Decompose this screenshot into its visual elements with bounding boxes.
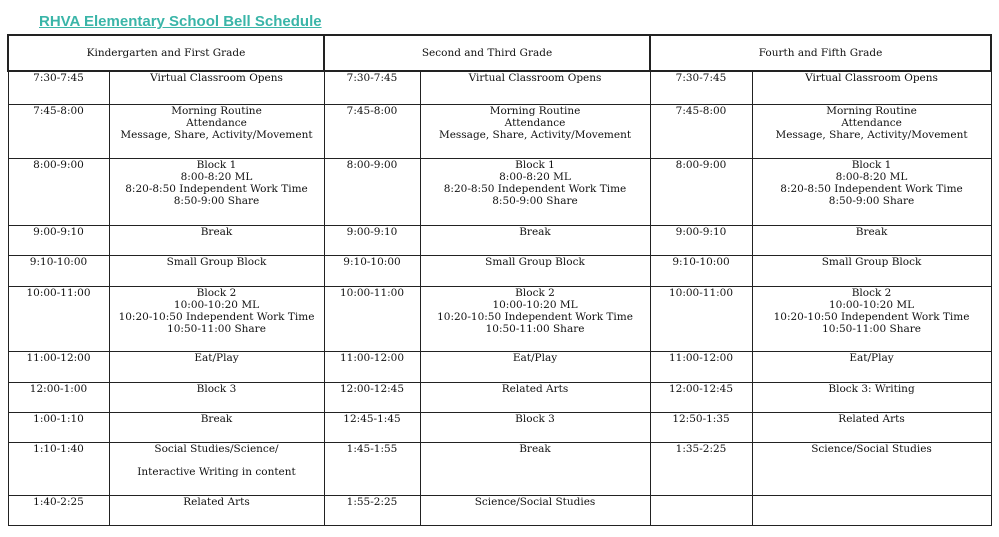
header-fourth-fifth: Fourth and Fifth Grade bbox=[650, 35, 991, 71]
kindergarten-activity-cell bbox=[109, 225, 324, 255]
activity-line: Virtual Classroom Opens bbox=[150, 72, 283, 85]
fourth-activity-cell bbox=[752, 255, 991, 286]
activity-line: Attendance bbox=[186, 116, 247, 129]
kindergarten-activity-cell bbox=[109, 382, 324, 412]
activity-line: 8:20-8:50 Independent Work Time bbox=[443, 182, 627, 195]
activity-line: 8:00-8:20 ML bbox=[835, 170, 908, 183]
activity-line: Block 1 bbox=[851, 158, 892, 171]
activity-line: Block 2 bbox=[851, 286, 892, 299]
activity-line: 8:50-9:00 Share bbox=[492, 194, 578, 207]
kindergarten-activity-cell bbox=[109, 351, 324, 382]
schedule-row bbox=[8, 412, 991, 442]
activity-line: Block 3 bbox=[196, 382, 237, 395]
schedule-row bbox=[8, 158, 991, 225]
activity-line: 10:20-10:50 Independent Work Time bbox=[773, 310, 970, 323]
kindergarten-activity-cell bbox=[109, 158, 324, 225]
activity-line: Related Arts bbox=[501, 382, 569, 395]
second-activity-cell bbox=[420, 158, 650, 225]
schedule-row bbox=[8, 255, 991, 286]
activity-line: Morning Routine bbox=[171, 104, 262, 117]
kindergarten-time-cell: 7:30-7:45 bbox=[8, 71, 109, 104]
schedule-row bbox=[8, 71, 991, 104]
bell-schedule-table bbox=[7, 34, 992, 526]
activity-line: 8:20-8:50 Independent Work Time bbox=[780, 182, 963, 195]
fourth-time-cell bbox=[650, 495, 752, 525]
activity-line: Block 1 bbox=[515, 158, 555, 171]
activity-line: 10:50-11:00 Share bbox=[822, 322, 921, 335]
activity-line: Block 2 bbox=[515, 286, 555, 299]
second-time-cell: 1:55-2:25 bbox=[324, 495, 420, 525]
second-time-cell: 8:00-9:00 bbox=[324, 158, 420, 225]
fourth-activity-cell bbox=[752, 71, 991, 104]
second-time-cell: 11:00-12:00 bbox=[324, 351, 420, 382]
activity-line: 8:20-8:50 Independent Work Time bbox=[125, 182, 308, 195]
schedule-row bbox=[8, 351, 991, 382]
second-activity-cell bbox=[420, 495, 650, 525]
kindergarten-time-cell: 11:00-12:00 bbox=[8, 351, 109, 382]
header-row bbox=[8, 35, 991, 71]
activity-line: Interactive Writing in content bbox=[137, 465, 296, 478]
activity-line: Eat/Play bbox=[512, 351, 558, 364]
activity-line: 8:50-9:00 Share bbox=[828, 194, 915, 207]
activity-line: 10:00-10:20 ML bbox=[173, 298, 260, 311]
activity-line: Science/Social Studies bbox=[811, 442, 932, 455]
kindergarten-activity-cell bbox=[109, 104, 324, 158]
activity-line: 10:20-10:50 Independent Work Time bbox=[437, 310, 633, 323]
page-title[interactable]: RHVA Elementary School Bell Schedule bbox=[39, 13, 322, 30]
second-time-cell: 7:45-8:00 bbox=[324, 104, 420, 158]
second-time-cell: 9:00-9:10 bbox=[324, 225, 420, 255]
second-time-cell: 12:00-12:45 bbox=[324, 382, 420, 412]
fourth-activity-cell bbox=[752, 286, 991, 351]
activity-line: Break bbox=[519, 442, 551, 455]
activity-line: Related Arts bbox=[838, 412, 905, 425]
activity-line: Message, Share, Activity/Movement bbox=[775, 128, 968, 141]
activity-line: Science/Social Studies bbox=[474, 495, 596, 508]
kindergarten-activity-cell bbox=[109, 495, 324, 525]
activity-line: 10:20-10:50 Independent Work Time bbox=[118, 310, 315, 323]
fourth-activity-cell bbox=[752, 495, 991, 525]
activity-line: 8:00-8:20 ML bbox=[499, 170, 571, 183]
kindergarten-activity-cell bbox=[109, 442, 324, 495]
header-kindergarten-first: Kindergarten and First Grade bbox=[8, 35, 324, 71]
second-time-cell: 7:30-7:45 bbox=[324, 71, 420, 104]
fourth-time-cell: 1:35-2:25 bbox=[650, 442, 752, 495]
second-activity-cell bbox=[420, 225, 650, 255]
fourth-time-cell: 12:00-12:45 bbox=[650, 382, 752, 412]
activity-line: 8:50-9:00 Share bbox=[173, 194, 260, 207]
activity-line: Break bbox=[855, 225, 888, 238]
kindergarten-time-cell: 9:10-10:00 bbox=[8, 255, 109, 286]
second-time-cell: 9:10-10:00 bbox=[324, 255, 420, 286]
activity-line: Morning Routine bbox=[826, 104, 917, 117]
kindergarten-time-cell: 10:00-11:00 bbox=[8, 286, 109, 351]
kindergarten-time-cell: 7:45-8:00 bbox=[8, 104, 109, 158]
activity-line: Small Group Block bbox=[485, 255, 585, 268]
activity-line: Small Group Block bbox=[166, 255, 267, 268]
fourth-time-cell: 11:00-12:00 bbox=[650, 351, 752, 382]
activity-line: Break bbox=[200, 412, 233, 425]
kindergarten-activity-cell bbox=[109, 71, 324, 104]
activity-line: Attendance bbox=[504, 116, 566, 129]
fourth-activity-cell bbox=[752, 158, 991, 225]
activity-line: Message, Share, Activity/Movement bbox=[120, 128, 313, 141]
fourth-activity-cell bbox=[752, 442, 991, 495]
fourth-time-cell: 7:45-8:00 bbox=[650, 104, 752, 158]
activity-line: Virtual Classroom Opens bbox=[805, 72, 938, 85]
fourth-activity-cell bbox=[752, 225, 991, 255]
kindergarten-time-cell: 1:10-1:40 bbox=[8, 442, 109, 495]
fourth-time-cell: 10:00-11:00 bbox=[650, 286, 752, 351]
activity-line: Small Group Block bbox=[821, 255, 922, 268]
schedule-row bbox=[8, 442, 991, 495]
kindergarten-time-cell: 12:00-1:00 bbox=[8, 382, 109, 412]
fourth-activity-cell bbox=[752, 412, 991, 442]
schedule-row bbox=[8, 286, 991, 351]
fourth-time-cell: 12:50-1:35 bbox=[650, 412, 752, 442]
activity-line: Block 3 bbox=[515, 412, 555, 425]
schedule-row bbox=[8, 225, 991, 255]
activity-line: 10:00-10:20 ML bbox=[492, 298, 578, 311]
activity-line: Morning Routine bbox=[489, 104, 581, 117]
second-activity-cell bbox=[420, 71, 650, 104]
kindergarten-time-cell: 1:00-1:10 bbox=[8, 412, 109, 442]
second-activity-cell bbox=[420, 412, 650, 442]
second-activity-cell bbox=[420, 286, 650, 351]
fourth-time-cell: 7:30-7:45 bbox=[650, 71, 752, 104]
activity-line: Virtual Classroom Opens bbox=[468, 72, 602, 85]
activity-line: 10:50-11:00 Share bbox=[485, 322, 585, 335]
fourth-activity-cell bbox=[752, 351, 991, 382]
activity-line: Block 2 bbox=[196, 286, 237, 299]
fourth-time-cell: 8:00-9:00 bbox=[650, 158, 752, 225]
fourth-time-cell: 9:10-10:00 bbox=[650, 255, 752, 286]
second-activity-cell bbox=[420, 351, 650, 382]
activity-line: Message, Share, Activity/Movement bbox=[438, 128, 632, 141]
activity-line: 10:00-10:20 ML bbox=[828, 298, 915, 311]
activity-line: Break bbox=[519, 225, 551, 238]
second-time-cell: 1:45-1:55 bbox=[324, 442, 420, 495]
second-activity-cell bbox=[420, 382, 650, 412]
second-time-cell: 10:00-11:00 bbox=[324, 286, 420, 351]
kindergarten-activity-cell bbox=[109, 286, 324, 351]
kindergarten-time-cell: 1:40-2:25 bbox=[8, 495, 109, 525]
activity-line: Break bbox=[200, 225, 233, 238]
fourth-activity-cell bbox=[752, 382, 991, 412]
activity-line: 8:00-8:20 ML bbox=[180, 170, 253, 183]
activity-line: 10:50-11:00 Share bbox=[167, 322, 266, 335]
second-activity-cell bbox=[420, 255, 650, 286]
activity-line: Social Studies/Science/ bbox=[154, 442, 279, 455]
activity-line: Related Arts bbox=[183, 495, 250, 508]
schedule-row bbox=[8, 495, 991, 525]
fourth-time-cell: 9:00-9:10 bbox=[650, 225, 752, 255]
kindergarten-activity-cell bbox=[109, 412, 324, 442]
kindergarten-activity-cell bbox=[109, 255, 324, 286]
activity-line: Block 1 bbox=[196, 158, 237, 171]
second-activity-cell bbox=[420, 104, 650, 158]
schedule-row bbox=[8, 382, 991, 412]
activity-line: Block 3: Writing bbox=[828, 382, 915, 395]
second-time-cell: 12:45-1:45 bbox=[324, 412, 420, 442]
kindergarten-time-cell: 9:00-9:10 bbox=[8, 225, 109, 255]
activity-line: Eat/Play bbox=[849, 351, 894, 364]
activity-line: Eat/Play bbox=[194, 351, 239, 364]
activity-line: Attendance bbox=[841, 116, 902, 129]
header-second-third: Second and Third Grade bbox=[324, 35, 650, 71]
second-activity-cell bbox=[420, 442, 650, 495]
schedule-row bbox=[8, 104, 991, 158]
fourth-activity-cell bbox=[752, 104, 991, 158]
kindergarten-time-cell: 8:00-9:00 bbox=[8, 158, 109, 225]
